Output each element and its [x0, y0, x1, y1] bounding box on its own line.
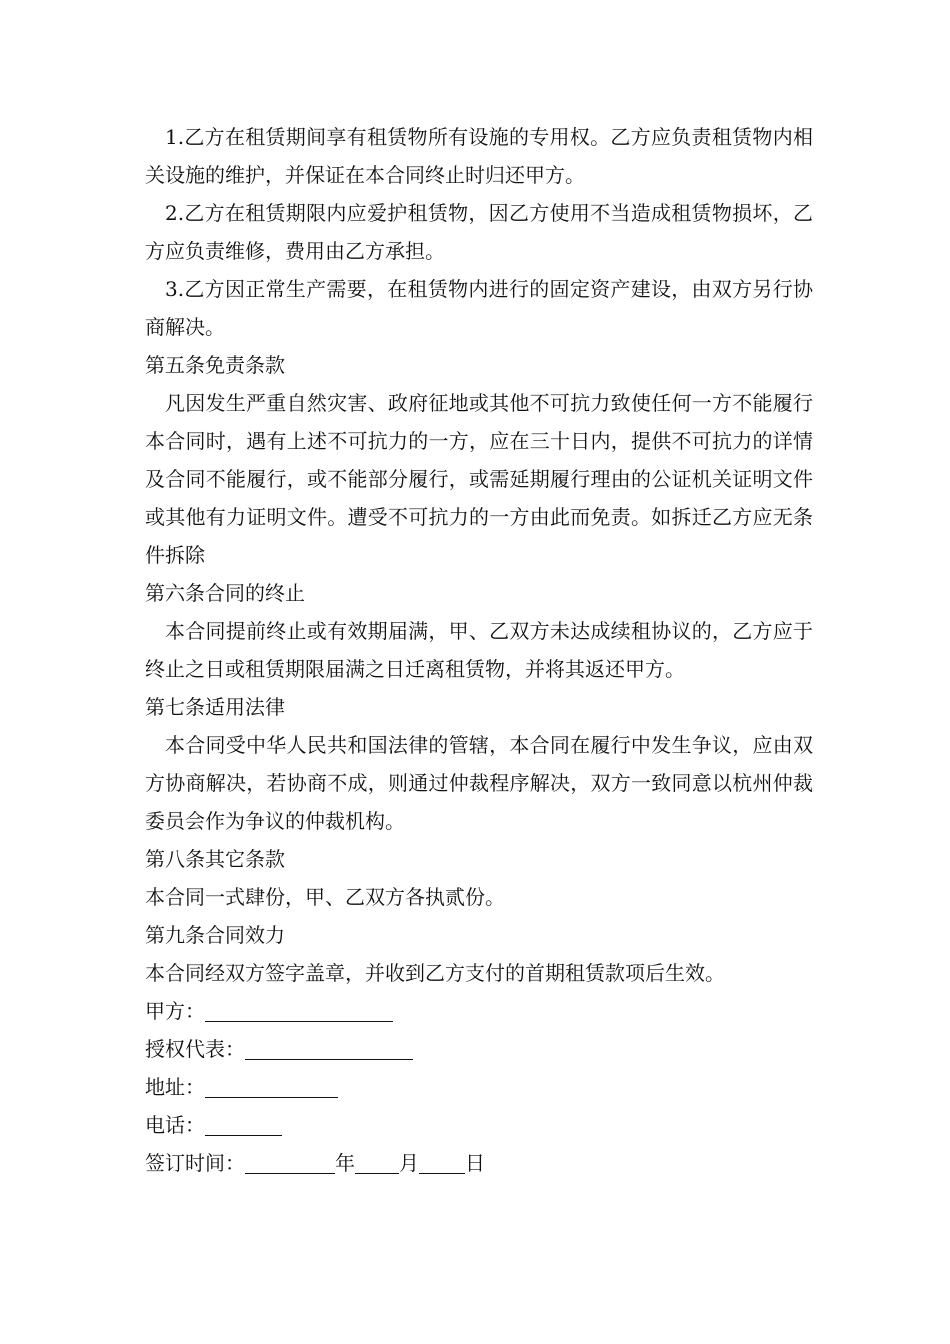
signature-representative-row [145, 1030, 813, 1068]
sign-date-label: 签订时间： [145, 1151, 245, 1175]
party-a-label: 甲方： [145, 999, 205, 1023]
party-a-blank [205, 995, 393, 1022]
phone-blank [205, 1109, 282, 1136]
signature-party-a-row [145, 992, 813, 1030]
representative-blank [245, 1033, 413, 1060]
clause-paragraph-3: 3.乙方因正常生产需要，在租赁物内进行的固定资产建设，由双方另行协商解决。 [145, 277, 813, 339]
address-label: 地址： [145, 1075, 205, 1099]
representative-label: 授权代表： [145, 1037, 245, 1061]
day-blank [419, 1147, 465, 1174]
phone-label: 电话： [145, 1113, 205, 1137]
month-blank [355, 1147, 399, 1174]
section-body-6: 本合同提前终止或有效期届满，甲、乙双方未达成续租协议的，乙方应于终止之日或租赁期限届满之日迁离租赁物，并将其返还甲方。 [145, 619, 813, 681]
clause-paragraph-2: 2.乙方在租赁期限内应爱护租赁物，因乙方使用不当造成租赁物损坏，乙方应负责维修，费用由乙方承担。 [145, 201, 813, 263]
signature-phone-row [145, 1106, 813, 1144]
section-body-7: 本合同受中华人民共和国法律的管辖，本合同在履行中发生争议，应由双方协商解决，若协商不成，则通过仲裁程序解决，双方一致同意以杭州仲裁委员会作为争议的仲裁机构。 [145, 733, 813, 833]
signature-date-row [145, 1144, 813, 1182]
section-heading-9: 第九条合同效力 [145, 923, 285, 947]
month-label: 月 [399, 1151, 419, 1175]
section-heading-7: 第七条适用法律 [145, 695, 285, 719]
day-label: 日 [465, 1151, 485, 1175]
section-heading-5: 第五条免责条款 [145, 353, 285, 377]
section-body-8: 本合同一式肆份，甲、乙双方各执贰份。 [145, 885, 505, 909]
year-blank [245, 1147, 335, 1174]
section-body-5: 凡因发生严重自然灾害、政府征地或其他不可抗力致使任何一方不能履行本合同时，遇有上述不可抗力的一方，应在三十日内，提供不可抗力的详情及合同不能履行，或不能部分履行，或需延期履行理由的公证机关证明文件或其他有力证明文件。遭受不可抗力的一方由此而免责。如拆迁乙方应无条件拆除 [145, 391, 813, 567]
year-label: 年 [335, 1151, 355, 1175]
address-blank [205, 1071, 338, 1098]
section-body-9: 本合同经双方签字盖章，并收到乙方支付的首期租赁款项后生效。 [145, 961, 725, 985]
signature-address-row [145, 1068, 813, 1106]
section-heading-8: 第八条其它条款 [145, 847, 285, 871]
section-heading-6: 第六条合同的终止 [145, 581, 305, 605]
clause-paragraph-1: 1.乙方在租赁期间享有租赁物所有设施的专用权。乙方应负责租赁物内相关设施的维护，并保证在本合同终止时归还甲方。 [145, 125, 813, 187]
document-body [145, 118, 813, 1182]
